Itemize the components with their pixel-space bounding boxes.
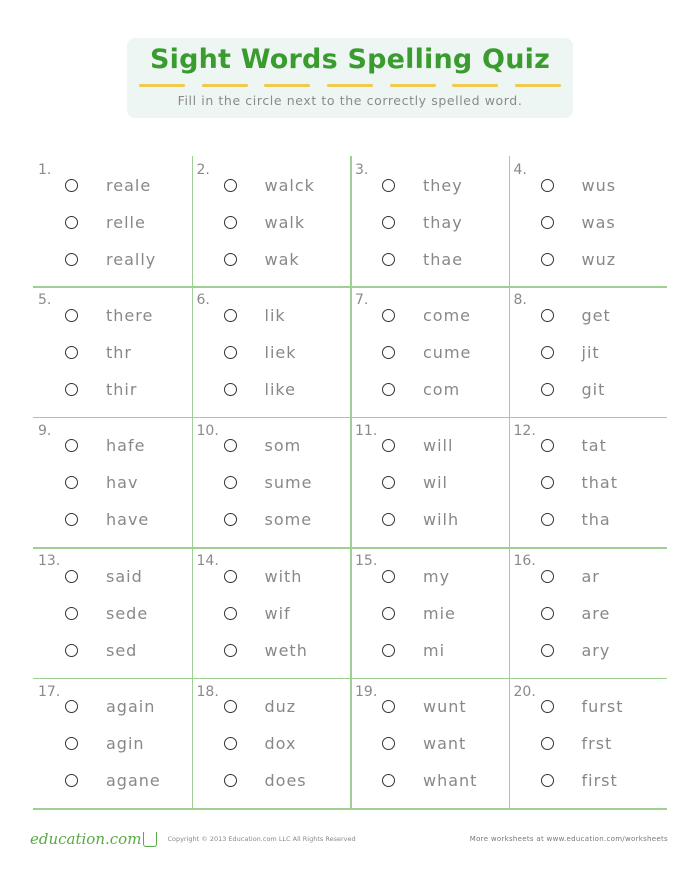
answer-option[interactable]: [65, 601, 148, 625]
answer-bubble[interactable]: [224, 253, 237, 266]
answer-option[interactable]: [65, 638, 137, 662]
answer-bubble[interactable]: [224, 216, 237, 229]
answer-word: agane: [106, 771, 161, 791]
question-6: [192, 286, 350, 416]
answer-word: frst: [581, 734, 613, 754]
answer-bubble[interactable]: [382, 179, 395, 192]
answer-word: get: [581, 305, 611, 325]
pencil-icon: [264, 84, 310, 87]
answer-bubble[interactable]: [382, 700, 395, 713]
answer-word: there: [106, 305, 154, 325]
answer-bubble[interactable]: [382, 476, 395, 489]
answer-word: wunt: [423, 697, 467, 717]
answer-bubble[interactable]: [224, 439, 237, 452]
answer-bubble[interactable]: [541, 513, 554, 526]
question-13: [33, 547, 191, 677]
question-number: 19.: [355, 683, 378, 700]
answer-option[interactable]: [65, 377, 137, 401]
answer-word: was: [581, 212, 616, 232]
answer-word: wuz: [581, 249, 617, 269]
question-number: 10.: [196, 422, 219, 439]
question-8: [509, 286, 667, 416]
answer-bubble[interactable]: [382, 439, 395, 452]
answer-option[interactable]: [541, 508, 611, 532]
answer-option[interactable]: [541, 695, 624, 719]
answer-option[interactable]: [541, 564, 600, 588]
answer-option[interactable]: [224, 695, 297, 719]
answer-word: ar: [581, 566, 600, 586]
answer-bubble[interactable]: [541, 253, 554, 266]
answer-bubble[interactable]: [224, 737, 237, 750]
answer-word: cume: [423, 342, 472, 362]
answer-word: sede: [106, 603, 149, 623]
pencil-icon: [390, 84, 436, 87]
answer-word: with: [264, 566, 303, 586]
answer-word: agin: [106, 734, 145, 754]
answer-bubble[interactable]: [65, 644, 78, 657]
answer-bubble[interactable]: [224, 774, 237, 787]
answer-word: wus: [581, 175, 617, 195]
answer-bubble[interactable]: [65, 216, 78, 229]
answer-option[interactable]: [541, 769, 618, 793]
question-14: [192, 547, 350, 677]
question-9: [33, 417, 191, 547]
answer-option[interactable]: [382, 732, 466, 756]
answer-bubble[interactable]: [382, 216, 395, 229]
answer-word: first: [581, 771, 618, 791]
question-number: 15.: [355, 553, 378, 570]
answer-word: my: [423, 566, 451, 586]
answer-option[interactable]: [65, 340, 132, 364]
answer-bubble[interactable]: [541, 346, 554, 359]
answer-bubble[interactable]: [382, 737, 395, 750]
answer-word: really: [106, 249, 157, 269]
answer-option[interactable]: [65, 247, 156, 271]
answer-bubble[interactable]: [65, 737, 78, 750]
answer-option[interactable]: [541, 247, 617, 271]
question-16: [509, 547, 667, 677]
answer-option[interactable]: [65, 508, 149, 532]
answer-bubble[interactable]: [65, 439, 78, 452]
answer-bubble[interactable]: [65, 253, 78, 266]
question-number: 17.: [38, 683, 61, 700]
answer-option[interactable]: [224, 508, 313, 532]
answer-word: walck: [264, 175, 315, 195]
answer-word: said: [106, 566, 143, 586]
question-number: 6.: [196, 292, 210, 309]
answer-option[interactable]: [65, 769, 161, 793]
answer-option[interactable]: [224, 173, 315, 197]
answer-word: mie: [423, 603, 456, 623]
pencil-icon: [452, 84, 498, 87]
answer-word: hafe: [106, 436, 146, 456]
answer-bubble[interactable]: [541, 216, 554, 229]
answer-option[interactable]: [382, 471, 448, 495]
copyright-text: Copyright © 2013 Education.com LLC All Rights Reserved: [167, 835, 356, 843]
answer-option[interactable]: [224, 210, 306, 234]
answer-option[interactable]: [541, 471, 619, 495]
answer-word: thr: [106, 342, 132, 362]
grid-divider: [33, 808, 667, 810]
answer-bubble[interactable]: [224, 179, 237, 192]
footer-branding: [30, 830, 356, 848]
question-number: 16.: [513, 553, 536, 570]
question-number: 1.: [38, 162, 52, 178]
answer-bubble[interactable]: [65, 513, 78, 526]
answer-word: come: [423, 305, 472, 325]
answer-bubble[interactable]: [541, 774, 554, 787]
answer-bubble[interactable]: [382, 253, 395, 266]
question-number: 20.: [513, 683, 536, 700]
answer-word: sume: [264, 473, 313, 493]
answer-bubble[interactable]: [65, 700, 78, 713]
answer-option[interactable]: [224, 247, 300, 271]
answer-option[interactable]: [382, 247, 463, 271]
answer-bubble[interactable]: [541, 383, 554, 396]
question-number: 14.: [196, 553, 219, 570]
answer-bubble[interactable]: [65, 774, 78, 787]
instructions: Fill in the circle next to the correctly spelled word.: [177, 93, 523, 108]
answer-word: again: [106, 697, 156, 717]
question-19: [350, 678, 508, 808]
answer-bubble[interactable]: [382, 346, 395, 359]
answer-bubble[interactable]: [541, 476, 554, 489]
answer-word: wilh: [423, 510, 460, 530]
question-7: [350, 286, 508, 416]
answer-bubble[interactable]: [382, 774, 395, 787]
answer-option[interactable]: [224, 471, 313, 495]
answer-option[interactable]: [382, 340, 471, 364]
question-5: [33, 286, 191, 416]
pencil-icon: [202, 84, 248, 87]
answer-bubble[interactable]: [541, 607, 554, 620]
answer-option[interactable]: [224, 434, 302, 458]
answer-bubble[interactable]: [224, 346, 237, 359]
question-2: [192, 156, 350, 286]
answer-word: dox: [264, 734, 297, 754]
answer-word: git: [581, 379, 606, 399]
answer-bubble[interactable]: [541, 700, 554, 713]
answer-word: they: [423, 175, 463, 195]
answer-word: tat: [581, 436, 607, 456]
pencil-decoration: [139, 84, 561, 88]
answer-bubble[interactable]: [224, 309, 237, 322]
question-number: 12.: [513, 422, 536, 439]
answer-word: have: [106, 510, 150, 530]
question-number: 18.: [196, 683, 219, 700]
answer-option[interactable]: [65, 732, 145, 756]
answer-word: that: [581, 473, 618, 493]
pencil-icon: [515, 84, 561, 87]
page-title: Sight Words Spelling Quiz: [150, 44, 550, 75]
answer-bubble[interactable]: [224, 383, 237, 396]
question-18: [192, 678, 350, 808]
question-number: 9.: [38, 422, 52, 439]
answer-option[interactable]: [382, 638, 445, 662]
answer-option[interactable]: [541, 377, 606, 401]
answer-bubble[interactable]: [224, 644, 237, 657]
education-logo: education.com: [30, 830, 142, 848]
question-3: [350, 156, 508, 286]
answer-option[interactable]: [224, 601, 291, 625]
answer-bubble[interactable]: [382, 570, 395, 583]
answer-option[interactable]: [65, 471, 138, 495]
answer-word: will: [423, 436, 454, 456]
answer-word: whant: [423, 771, 478, 791]
question-11: [350, 417, 508, 547]
answer-word: like: [264, 379, 296, 399]
answer-bubble[interactable]: [65, 346, 78, 359]
answer-bubble[interactable]: [65, 607, 78, 620]
answer-word: relle: [106, 212, 146, 232]
answer-bubble[interactable]: [224, 607, 237, 620]
answer-word: ary: [581, 640, 611, 660]
answer-word: thae: [423, 249, 464, 269]
quiz-grid: [33, 156, 667, 808]
answer-bubble[interactable]: [65, 179, 78, 192]
answer-option[interactable]: [382, 210, 463, 234]
answer-word: lik: [264, 305, 286, 325]
answer-bubble[interactable]: [541, 309, 554, 322]
question-15: [350, 547, 508, 677]
answer-option[interactable]: [224, 340, 297, 364]
answer-word: weth: [264, 640, 308, 660]
answer-bubble[interactable]: [382, 644, 395, 657]
answer-bubble[interactable]: [65, 383, 78, 396]
answer-word: duz: [264, 697, 297, 717]
answer-bubble[interactable]: [224, 570, 237, 583]
answer-option[interactable]: [65, 695, 155, 719]
answer-bubble[interactable]: [541, 644, 554, 657]
answer-option[interactable]: [541, 732, 613, 756]
answer-bubble[interactable]: [382, 607, 395, 620]
answer-option[interactable]: [382, 695, 467, 719]
answer-option[interactable]: [382, 564, 450, 588]
answer-option[interactable]: [382, 769, 477, 793]
answer-bubble[interactable]: [224, 700, 237, 713]
answer-option[interactable]: [382, 377, 460, 401]
title-banner: [127, 38, 573, 118]
answer-option[interactable]: [382, 508, 459, 532]
answer-bubble[interactable]: [224, 513, 237, 526]
answer-option[interactable]: [65, 173, 151, 197]
answer-option[interactable]: [382, 303, 471, 327]
answer-word: sed: [106, 640, 138, 660]
answer-word: jit: [581, 342, 600, 362]
answer-word: hav: [106, 473, 139, 493]
answer-word: liek: [264, 342, 297, 362]
answer-word: thir: [106, 379, 138, 399]
answer-bubble[interactable]: [382, 383, 395, 396]
question-number: 7.: [355, 292, 369, 309]
question-12: [509, 417, 667, 547]
answer-bubble[interactable]: [541, 179, 554, 192]
answer-word: wak: [264, 249, 300, 269]
pencil-icon: [327, 84, 373, 87]
answer-option[interactable]: [541, 601, 611, 625]
question-number: 8.: [513, 292, 527, 309]
answer-option[interactable]: [541, 638, 611, 662]
question-number: 11.: [355, 422, 378, 439]
answer-word: mi: [423, 640, 446, 660]
answer-bubble[interactable]: [541, 737, 554, 750]
question-10: [192, 417, 350, 547]
question-1: [33, 156, 191, 286]
answer-bubble[interactable]: [224, 476, 237, 489]
answer-option[interactable]: [541, 340, 600, 364]
answer-option[interactable]: [541, 303, 611, 327]
answer-option[interactable]: [65, 210, 146, 234]
answer-option[interactable]: [65, 564, 143, 588]
more-worksheets-text: More worksheets at www.education.com/worksheets: [469, 835, 668, 843]
answer-option[interactable]: [65, 434, 145, 458]
answer-word: some: [264, 510, 313, 530]
question-number: 3.: [355, 162, 369, 178]
question-number: 4.: [513, 162, 527, 178]
answer-word: wif: [264, 603, 291, 623]
answer-word: furst: [581, 697, 624, 717]
answer-option[interactable]: [224, 732, 297, 756]
answer-word: wil: [423, 473, 448, 493]
answer-word: som: [264, 436, 302, 456]
question-4: [509, 156, 667, 286]
answer-bubble[interactable]: [541, 570, 554, 583]
answer-option[interactable]: [224, 769, 307, 793]
answer-option[interactable]: [541, 173, 617, 197]
question-number: 13.: [38, 553, 61, 570]
answer-word: thay: [423, 212, 463, 232]
answer-bubble[interactable]: [541, 439, 554, 452]
answer-bubble[interactable]: [65, 309, 78, 322]
answer-option[interactable]: [541, 210, 616, 234]
book-icon: [143, 832, 157, 847]
answer-option[interactable]: [224, 638, 308, 662]
answer-option[interactable]: [224, 377, 296, 401]
answer-word: does: [264, 771, 307, 791]
answer-word: are: [581, 603, 611, 623]
answer-bubble[interactable]: [382, 513, 395, 526]
question-17: [33, 678, 191, 808]
answer-option[interactable]: [382, 601, 456, 625]
question-20: [509, 678, 667, 808]
answer-word: tha: [581, 510, 611, 530]
answer-option[interactable]: [65, 303, 153, 327]
answer-word: com: [423, 379, 461, 399]
answer-bubble[interactable]: [382, 309, 395, 322]
answer-option[interactable]: [382, 434, 453, 458]
answer-bubble[interactable]: [65, 570, 78, 583]
question-number: 5.: [38, 292, 52, 309]
answer-option[interactable]: [224, 564, 303, 588]
answer-word: want: [423, 734, 467, 754]
answer-option[interactable]: [382, 173, 463, 197]
answer-option[interactable]: [541, 434, 607, 458]
answer-bubble[interactable]: [65, 476, 78, 489]
answer-option[interactable]: [224, 303, 286, 327]
answer-word: walk: [264, 212, 306, 232]
answer-word: reale: [106, 175, 152, 195]
pencil-icon: [139, 84, 185, 87]
question-number: 2.: [196, 162, 210, 178]
